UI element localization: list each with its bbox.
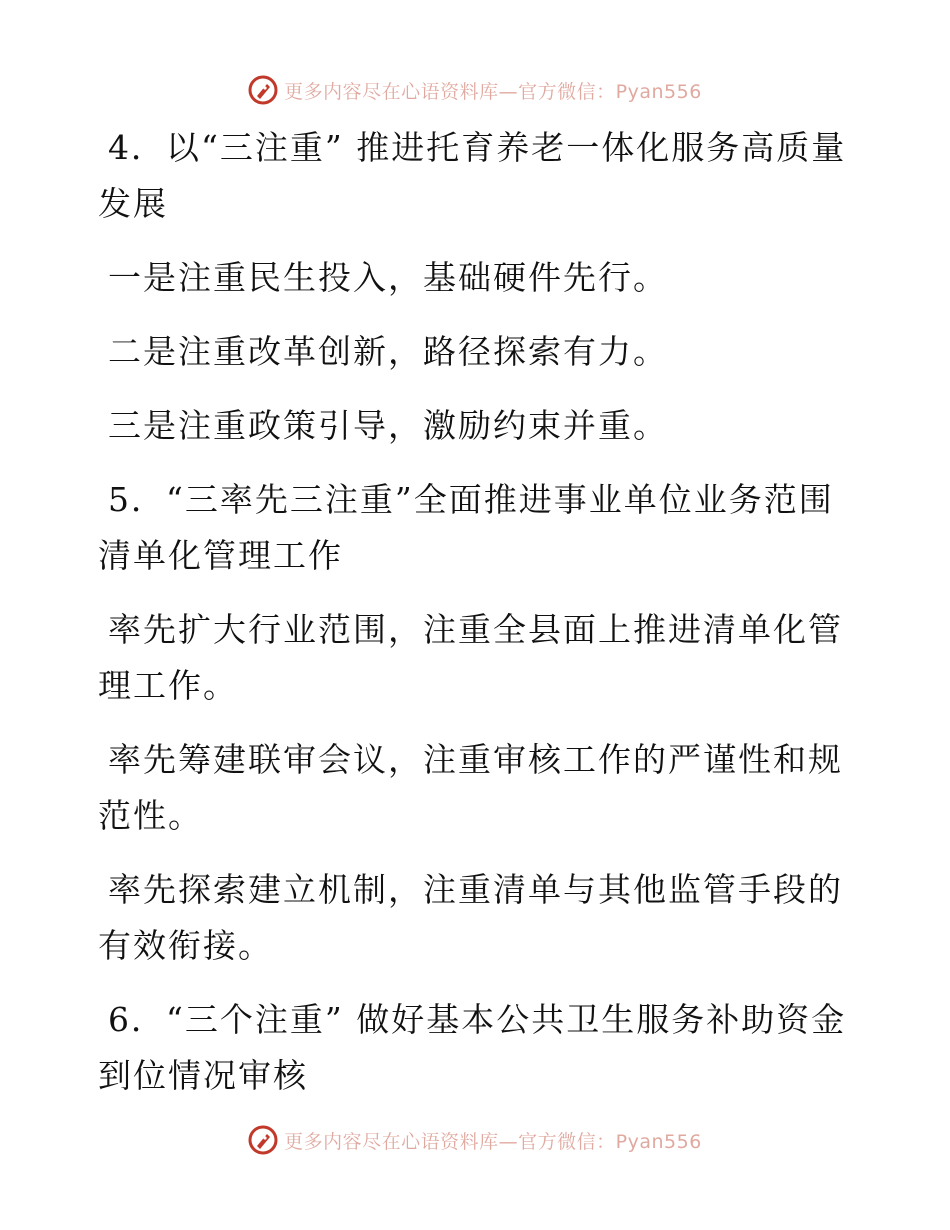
pen-nib-logo-icon <box>248 75 278 105</box>
section-heading-5: 5．“三率先三注重”全面推进事业单位业务范围清单化管理工作 <box>98 480 834 575</box>
section-heading-4: 4．以“三注重” 推进托育养老一体化服务高质量发展 <box>98 128 847 223</box>
watermark-footer <box>0 1120 950 1160</box>
watermark-header <box>0 70 950 110</box>
paragraph-lead-1: 率先扩大行业范围，注重全县面上推进清单化管理工作。 <box>98 610 843 705</box>
watermark-text: 更多内容尽在心语资料库—官方微信：Pyan556 <box>284 80 702 103</box>
paragraph-point-3: 三是注重政策引导，激励约束并重。 <box>108 406 668 445</box>
document-body <box>98 120 858 1104</box>
paragraph-point-2: 二是注重改革创新，路径探索有力。 <box>108 332 668 371</box>
section-heading-6: 6．“三个注重” 做好基本公共卫生服务补助资金到位情况审核 <box>98 1000 847 1095</box>
paragraph-lead-3: 率先探索建立机制，注重清单与其他监管手段的有效衔接。 <box>98 870 843 965</box>
pen-nib-logo-icon <box>248 1125 278 1155</box>
watermark-text: 更多内容尽在心语资料库—官方微信：Pyan556 <box>284 1130 702 1153</box>
paragraph-point-1: 一是注重民生投入，基础硬件先行。 <box>108 258 668 297</box>
paragraph-lead-2: 率先筹建联审会议，注重审核工作的严谨性和规范性。 <box>98 740 843 835</box>
